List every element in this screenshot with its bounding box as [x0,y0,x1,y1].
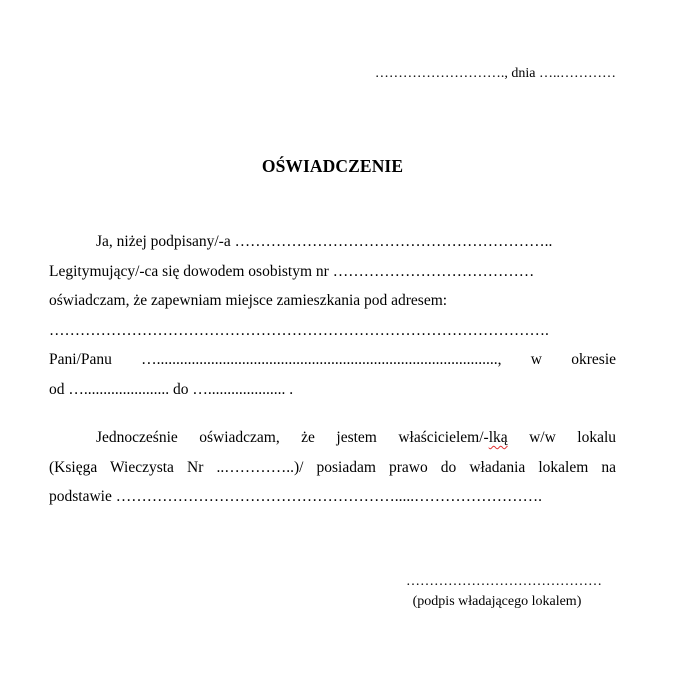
id-number-label: Legitymujący/-ca się dowodem osobistym nr [49,262,333,280]
date-blank[interactable]: …..………… [539,66,616,81]
declarant-name-blank[interactable]: …………………………………………………….. [234,233,553,250]
land-register-blank[interactable]: ..………….. [216,458,294,476]
resident-name-label: Pani/Panu [49,351,142,368]
legal-basis-label: podstawie [49,488,116,505]
place-blank[interactable]: ………………………. [374,66,505,81]
date-label: , dnia [504,66,539,81]
address-intro-line: oświadczam, że zapewniam miejsce zamieszkania pod adresem: [49,292,448,309]
period-label: , w okresie [497,351,616,368]
ownership-text-end: w/w lokalu [507,429,616,446]
address-blank-line [49,316,616,346]
id-number-line [49,257,616,287]
period-end: . [285,380,294,398]
possession-text: )/ posiadam prawo do władania lokalem na [293,458,616,476]
legal-basis-blank[interactable]: ……………………………………………….....……………………. [115,488,542,505]
id-number-blank[interactable]: ………………………………… [332,262,535,280]
declarant-name-label: Ja, niżej podpisany/-a [96,233,235,250]
resident-name-line [49,345,616,375]
ownership-line [49,423,616,453]
period-to-blank[interactable]: ….................... [192,380,286,398]
period-to-label: do [169,380,193,398]
address-blank[interactable]: ……………………………………………………………………………………. [49,321,549,339]
ownership-paragraph [49,423,616,512]
document-page [49,0,616,677]
period-from-blank[interactable]: …...................... [68,380,170,398]
signature-blank[interactable]: …………………………………… [406,574,602,589]
declaration-paragraph [49,227,616,404]
place-date-line [375,66,616,82]
period-line [49,375,616,405]
document-title: OŚWIADCZENIE [261,156,404,176]
legal-basis-line [49,482,616,512]
declarant-name-line [49,227,616,257]
resident-name-blank[interactable]: …........................................................................................ [141,351,498,368]
period-from-label: od [49,380,69,398]
ownership-text: Jednocześnie oświadczam, że jestem właścicielem/- [96,429,489,446]
land-register-label: (Księga Wieczysta Nr [49,458,217,476]
land-register-line [49,453,616,483]
signature-block [394,572,614,612]
signature-caption: (podpis władającego lokalem) [412,594,582,609]
spellcheck-flagged-word: lką [488,429,508,446]
